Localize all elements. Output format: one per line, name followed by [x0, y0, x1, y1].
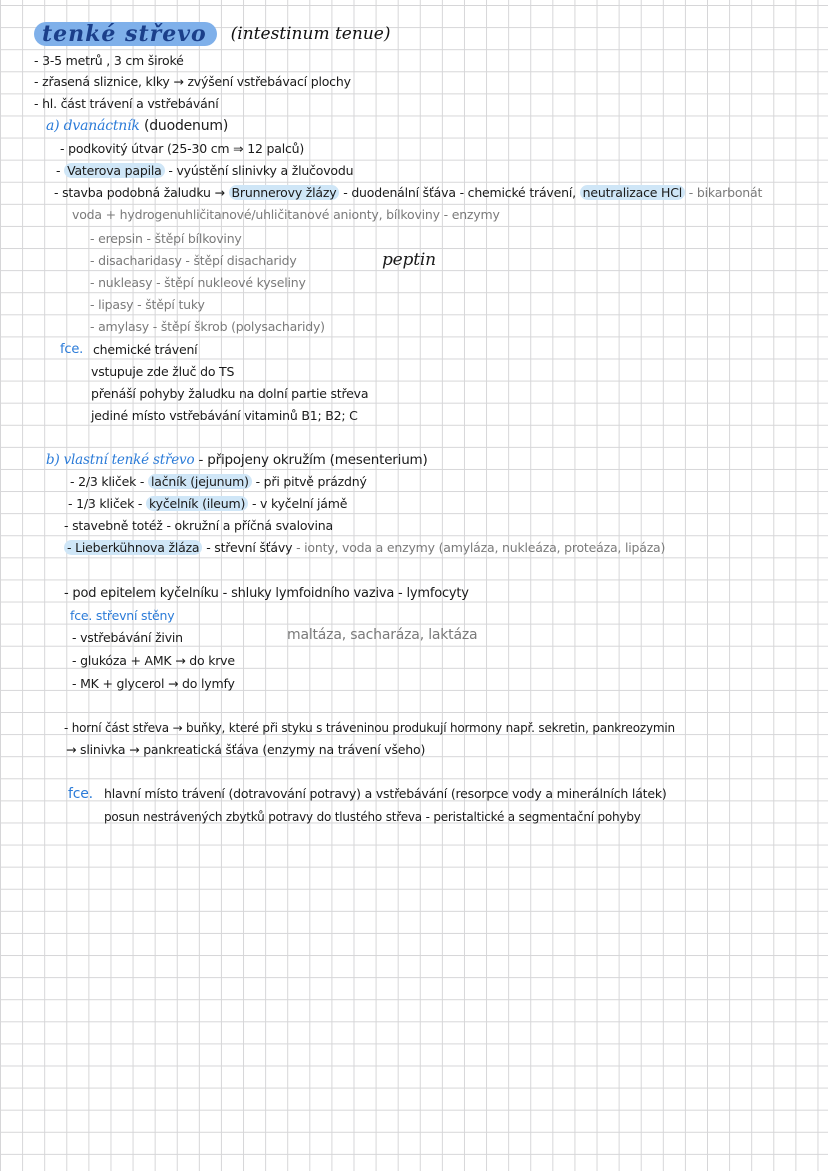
fce-label: fce.: [60, 342, 84, 357]
section-b-line: - 2/3 kliček - lačník (jejunum) - při pitvě prázdný: [70, 474, 367, 489]
section-b-line: - pod epitelem kyčelníku - shluky lymfoidního vaziva - lymfocyty: [64, 586, 469, 601]
enzyme-item: - lipasy - štěpí tuky: [90, 297, 205, 312]
section-a-latin: (duodenum): [143, 118, 229, 134]
wall-function-item: - MK + glycerol → do lymfy: [72, 676, 235, 691]
highlight-lacnik: lačník (jejunum): [148, 474, 252, 489]
enzyme-item: - disacharidasy - štěpí disacharidy: [90, 253, 297, 268]
title-latin: (intestinum tenue): [230, 24, 391, 44]
intro-line: - hl. část trávení a vstřebávání: [34, 96, 219, 111]
title-main: tenké střevo: [34, 22, 217, 46]
section-a-title: a) dvanáctník: [46, 118, 140, 134]
enzyme-item: - amylasy - štěpí škrob (polysacharidy): [90, 319, 325, 334]
side-note-peptin: peptin: [382, 250, 436, 270]
section-b-heading: b) vlastní tenké střevo - připojeny okružím (mesenterium): [46, 452, 428, 468]
final-function-line: hlavní místo trávení (dotravování potravy) a vstřebávání (resorpce vody a minerálních látek): [104, 786, 667, 801]
enzyme-item: - erepsin - štěpí bílkoviny: [90, 231, 242, 246]
section-a-heading: [46, 118, 228, 134]
highlight-kycelnik: kyčelník (ileum): [146, 496, 248, 511]
function-item: vstupuje zde žluč do TS: [91, 364, 235, 379]
function-item: chemické trávení: [93, 342, 198, 357]
page-title: [34, 22, 390, 46]
hormones-line: - horní část střeva → buňky, které při styku s tráveninou produkují hormony např. sekretin, pankreozymin: [64, 721, 675, 735]
duodenum-line: - Vaterova papila - vyústění slinivky a žlučovodu: [56, 163, 354, 178]
section-b-line: - Lieberkühnova žláza - střevní šťávy - ionty, voda a enzymy (amyláza, nukleáza, proteáza, lipáza): [64, 540, 665, 556]
wall-function-item: - glukóza + AMK → do krve: [72, 653, 235, 668]
highlight-lieberkuhnova-zlaza: - Lieberkühnova žláza: [64, 540, 202, 555]
fce-wall-heading: fce. střevní stěny: [70, 608, 175, 623]
highlight-neutralizace: neutralizace HCl: [580, 185, 685, 200]
duodenum-line: - stavba podobná žaludku → Brunnerovy žlázy - duodenální šťáva - chemické trávení, neutralizace HCl - bikarbonát: [54, 185, 763, 200]
function-item: jediné místo vstřebávání vitaminů B1; B2; C: [91, 408, 358, 423]
enzyme-item: - nukleasy - štěpí nukleové kyseliny: [90, 275, 306, 290]
final-function-line: posun nestrávených zbytků potravy do tlustého střeva - peristaltické a segmentační pohyby: [104, 810, 641, 824]
function-item: přenáší pohyby žaludku na dolní partie střeva: [91, 386, 369, 401]
wall-function-item: - vstřebávání živin: [72, 630, 183, 645]
duodenum-line: - podkovitý útvar (25-30 cm ⇒ 12 palců): [60, 141, 305, 156]
pancreas-line: → slinivka → pankreatická šťáva (enzymy na trávení všeho): [66, 742, 426, 757]
highlight-vaterova-papila: Vaterova papila: [64, 163, 165, 178]
intro-line: - 3-5 metrů , 3 cm široké: [34, 53, 184, 68]
intro-line: - zřasená sliznice, klky → zvýšení vstřebávací plochy: [34, 74, 351, 89]
section-b-title: b) vlastní tenké střevo: [46, 452, 195, 468]
highlight-brunnerovy-zlazy: Brunnerovy žlázy: [229, 185, 340, 200]
duodenum-line: voda + hydrogenuhličitanové/uhličitanové anionty, bílkoviny - enzymy: [72, 207, 500, 222]
section-b-line: - 1/3 kliček - kyčelník (ileum) - v kyčelní jámě: [68, 496, 348, 511]
fce-label: fce.: [68, 786, 93, 802]
side-note-enzymes: maltáza, sacharáza, laktáza: [287, 627, 478, 643]
section-b-line: - stavebně totéž - okružní a příčná svalovina: [64, 518, 333, 533]
